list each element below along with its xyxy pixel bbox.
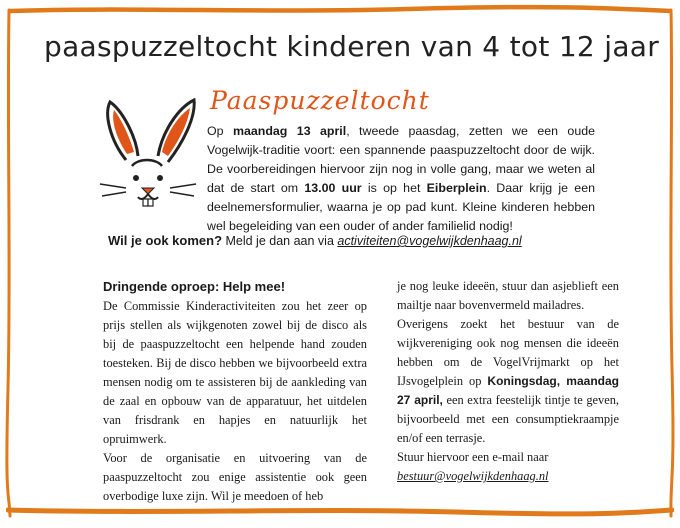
frame-right-border bbox=[666, 8, 676, 518]
right-paragraph-2: Overigens zoekt het bestuur van de wijkvereniging ook nog mensen die ideeën hebben om de VogelVrijmarkt op het IJsvogelplein op Koningsdag, maandag 27 april, een extra feestelijk tintje te geven, bijvoorbeeld met een consumptiekraampje en/of een terrasje. bbox=[397, 317, 620, 445]
board-email-link[interactable]: bestuur@vogelwijkdenhaag.nl bbox=[397, 469, 549, 483]
signup-email-link[interactable]: activiteiten@vogelwijkdenhaag.nl bbox=[337, 234, 522, 248]
frame-top-border bbox=[8, 4, 672, 16]
right-paragraph-3: Stuur hiervoor een e-mail naar bbox=[397, 450, 549, 464]
left-column bbox=[103, 277, 367, 506]
page-title: paaspuzzeltocht kinderen van 4 tot 12 jaar bbox=[44, 30, 660, 63]
frame-left-border bbox=[4, 8, 14, 518]
bunny-icon bbox=[96, 96, 200, 210]
signup-question: Wil je ook komen? bbox=[108, 233, 223, 248]
frame-bottom-border bbox=[6, 504, 674, 518]
right-column bbox=[397, 277, 619, 486]
event-place: Eiberplein bbox=[426, 181, 487, 195]
event-date: maandag 13 april bbox=[232, 124, 347, 138]
intro-paragraph: Op maandag 13 april, tweede paasdag, zetten we een oude Vogelwijk-traditie voort: een spannende paaspuzzeltocht door de wijk. De voorbereidingen hiervoor zijn nog in volle gang, maar we weten al dat de start om 13.00 uur is op het Eiberplein. Daar krijg je een deelnemersformulier, waarna je op pad kunt. Kleine kinderen hebben wel begeleiding van een ouder of ander familielid nodig! bbox=[207, 124, 595, 233]
left-paragraph-1: De Commissie Kinderactiviteiten zou het zeer op prijs stellen als wijkgenoten zowel bij de disco als bij de paaspuzzeltocht een helpende hand zouden toesteken. Bij de disco hebben we bijvoorbeeld extra mensen nodig om te assisteren bij de aankleding van de zaal en opbouw van de apparatuur, het uitdelen van frisdrank en hapjes en natuurlijk het opruimwerk. bbox=[103, 299, 367, 446]
kingsday-date: Koningsdag, maandag 27 april, bbox=[397, 374, 619, 407]
right-paragraph-1: je nog leuke ideeën, stuur dan asjeblieft een mailtje naar bovenvermeld mailadres. bbox=[397, 279, 619, 312]
signup-line: Wil je ook komen? Meld je dan aan via activiteiten@vogelwijkdenhaag.nl bbox=[108, 233, 522, 248]
column-heading: Dringende oproep: Help mee! bbox=[103, 279, 286, 294]
left-paragraph-2: Voor de organisatie en uitvoering van de paaspuzzeltocht zou enige assistentie ook geen overbodige luxe zijn. Wil je meedoen of heb bbox=[103, 451, 367, 503]
event-time: 13.00 uur bbox=[304, 181, 362, 195]
section-title: Paaspuzzeltocht bbox=[210, 86, 430, 115]
